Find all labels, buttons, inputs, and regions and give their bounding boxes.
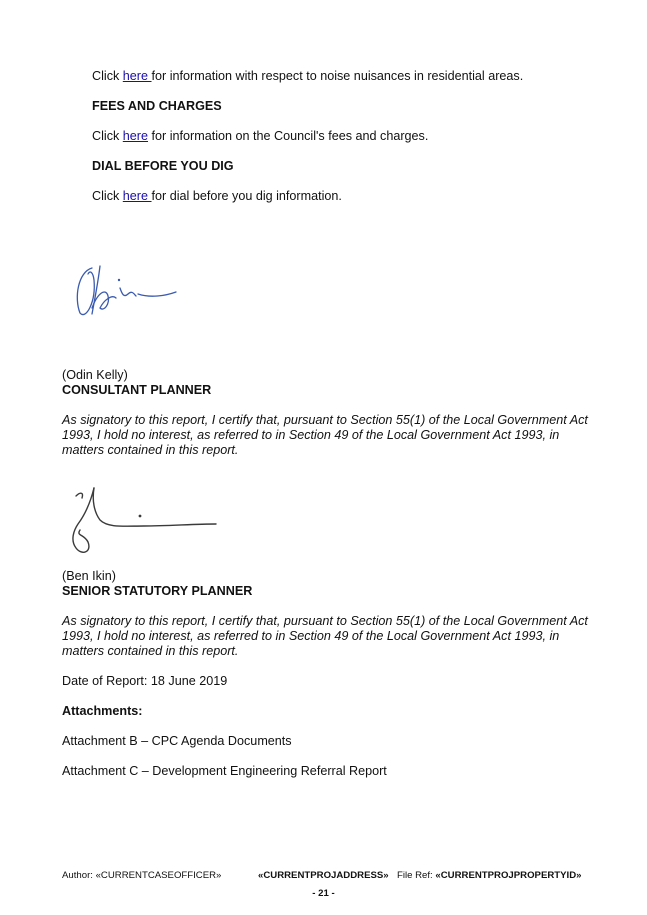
report-date: Date of Report: 18 June 2019: [62, 674, 228, 688]
signatory-2-name: (Ben Ikin): [62, 569, 116, 583]
dial-heading: DIAL BEFORE YOU DIG: [92, 159, 234, 173]
footer-file-ref: [397, 870, 581, 882]
dial-here-link[interactable]: here: [122, 189, 152, 203]
dial-suffix: for dial before you dig information.: [151, 189, 342, 203]
noise-prefix: Click: [92, 69, 123, 83]
noise-here-link[interactable]: here: [122, 69, 152, 83]
footer-file-ref-label: File Ref:: [397, 870, 433, 881]
signature-odin-kelly: [70, 258, 185, 323]
footer-author: Author: «CURRENTCASEOFFICER»: [62, 870, 222, 881]
signatory-1-name: (Odin Kelly): [62, 368, 128, 382]
attachment-item: Attachment B – CPC Agenda Documents: [62, 734, 292, 748]
signature-ben-ikin: [64, 480, 224, 572]
fees-suffix: for information on the Council's fees and charges.: [148, 129, 429, 143]
page-number: - 21 -: [312, 888, 335, 899]
dial-prefix: Click: [92, 189, 123, 203]
attachment-item: Attachment C – Development Engineering Referral Report: [62, 764, 387, 778]
fees-heading: FEES AND CHARGES: [92, 99, 222, 113]
signatory-1-title: CONSULTANT PLANNER: [62, 383, 212, 397]
fees-prefix: Click: [92, 129, 123, 143]
signatory-1-statement: As signatory to this report, I certify that, pursuant to Section 55(1) of the Local Government Act 1993, I hold no interest, as referred to in Section 49 of the Local Government Act 1993, in matters contained in this report.: [62, 413, 588, 457]
signatory-2-title: SENIOR STATUTORY PLANNER: [62, 584, 253, 598]
noise-suffix: for information with respect to noise nuisances in residential areas.: [151, 69, 524, 83]
footer-address: «CURRENTPROJADDRESS»: [258, 870, 389, 881]
dial-info-line: [92, 189, 342, 204]
noise-info-line: [92, 69, 523, 84]
attachments-heading: Attachments:: [62, 704, 143, 718]
fees-here-link[interactable]: here: [122, 129, 149, 143]
signatory-2-statement: As signatory to this report, I certify that, pursuant to Section 55(1) of the Local Government Act 1993, I hold no interest, as referred to in Section 49 of the Local Government Act 1993, in matters contained in this report.: [62, 614, 588, 658]
footer-file-ref-value: «CURRENTPROJPROPERTYID»: [435, 870, 582, 881]
fees-info-line: [92, 129, 428, 144]
